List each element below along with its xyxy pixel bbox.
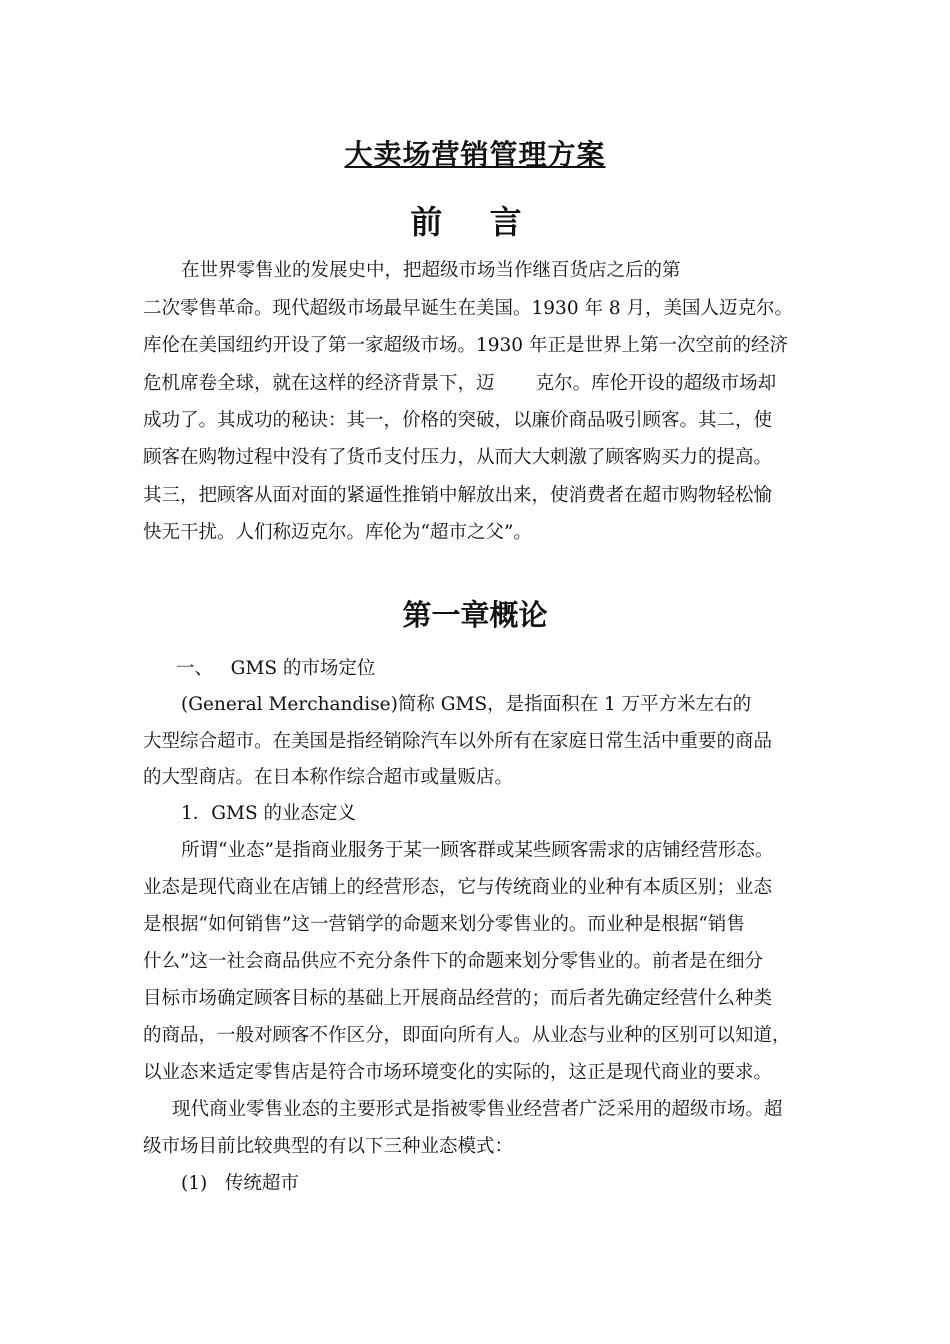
body-line: 是根据“如何销售”这一营销学的命题来划分零售业的。而业种是根据“销售 bbox=[143, 914, 745, 935]
preface-line: 顾客在购物过程中没有了货币支付压力，从而大大刺激了顾客购买力的提高。 bbox=[143, 447, 773, 468]
preface-line: 库伦在美国纽约开设了第一家超级市场。1930 年正是世界上第一次空前的经济 bbox=[143, 335, 788, 356]
body-line: 什么”这一社会商品供应不充分条件下的命题来划分零售业的。前者是在细分 bbox=[143, 951, 763, 972]
body-line: 以业态来适定零售店是符合市场环境变化的实际的，这正是现代商业的要求。 bbox=[143, 1062, 773, 1083]
body-line: 大型综合超市。在美国是指经销除汽车以外所有在家庭日常生活中重要的商品 bbox=[143, 731, 773, 752]
subsection-heading: 1．GMS 的业态定义 bbox=[181, 803, 357, 824]
body-line: 的商品，一般对顾客不作区分，即面向所有人。从业态与业种的区别可以知道， bbox=[143, 1025, 791, 1046]
body-line: (General Merchandise)简称 GMS，是指面积在 1 万平方米左右的 bbox=[181, 694, 752, 715]
preface-heading: 前 言 bbox=[410, 203, 540, 241]
preface-line: 其三，把顾客从面对面的紧逼性推销中解放出来，使消费者在超市购物轻松愉 bbox=[143, 485, 773, 506]
preface-line: 二次零售革命。现代超级市场最早诞生在美国。1930 年 8 月，美国人迈克尔。 bbox=[143, 298, 793, 319]
list-item: (1) 传统超市 bbox=[181, 1173, 299, 1194]
preface-line: 快无干扰。人们称迈克尔。库伦为“超市之父”。 bbox=[143, 522, 532, 543]
body-line: 现代商业零售业态的主要形式是指被零售业经营者广泛采用的超级市场。超 bbox=[172, 1099, 783, 1120]
section-heading: 一、 GMS 的市场定位 bbox=[176, 658, 376, 679]
preface-line: 危机席卷全球，就在这样的经济背景下，迈 克尔。库伦开设的超级市场却 bbox=[143, 373, 777, 394]
body-line: 业态是现代商业在店铺上的经营形态，它与传统商业的业种有本质区别；业态 bbox=[143, 877, 773, 898]
body-line: 级市场目前比较典型的有以下三种业态模式： bbox=[143, 1136, 514, 1157]
body-line: 所谓“业态”是指商业服务于某一顾客群或某些顾客需求的店铺经营形态。 bbox=[181, 840, 774, 861]
chapter-heading: 第一章概论 bbox=[402, 598, 548, 632]
body-line: 的大型商店。在日本称作综合超市或量贩店。 bbox=[143, 767, 514, 788]
preface-line: 成功了。其成功的秘诀：其一，价格的突破，以廉价商品吸引顾客。其二，使 bbox=[143, 410, 773, 431]
document-title: 大卖场营销管理方案 bbox=[344, 138, 606, 171]
preface-line: 在世界零售业的发展史中，把超级市场当作继百货店之后的第 bbox=[181, 260, 681, 281]
body-line: 目标市场确定顾客目标的基础上开展商品经营的；而后者先确定经营什么种类 bbox=[143, 988, 773, 1009]
